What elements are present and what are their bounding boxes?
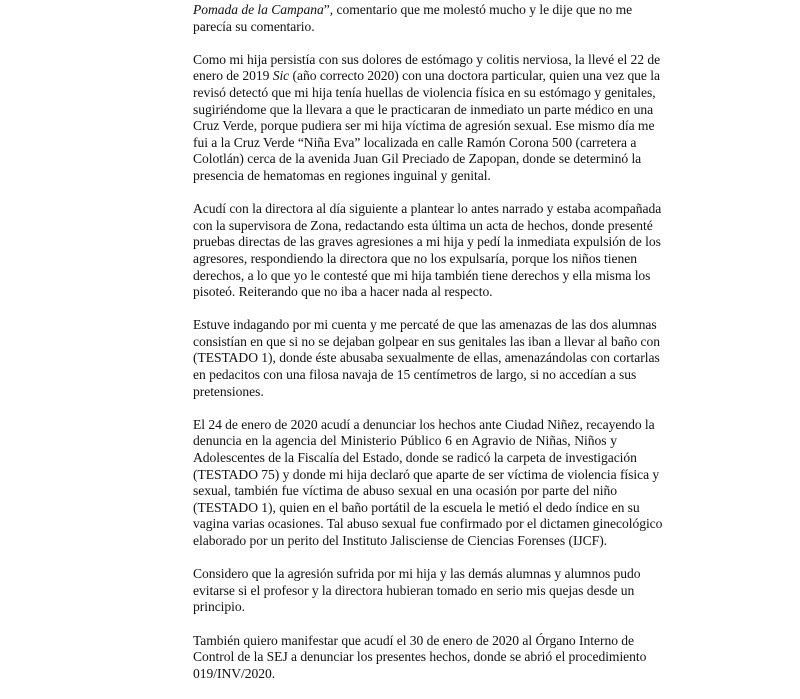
text-run: evitarse si el profesor y la directora hubieran tomado en serio mis quejas desde un: [193, 582, 635, 598]
text-line: [193, 666, 617, 683]
italic-text: Pomada de la Campana: [193, 2, 324, 17]
paragraph: [193, 51, 661, 185]
text-line: [193, 134, 637, 152]
paragraph: [193, 632, 647, 683]
text-run: fui a la Cruz Verde “Niña Eva” localizada en calle Ramón Corona 500 (carretera a: [193, 134, 637, 150]
text-run: consistían en que si no se dejaban golpear en sus genitales las iban a llevar al baño con: [193, 333, 661, 349]
text-line: [193, 516, 663, 533]
text-line: [193, 649, 647, 666]
text-run: Control de la SEJ a denunciar los presentes hechos, donde se abrió el procedimiento: [193, 649, 647, 665]
italic-text: Sic: [272, 68, 290, 84]
text-run: (TESTADO 1), donde éste abusaba sexualmente de ellas, amenazándolas con cortarlas: [193, 350, 660, 366]
text-line: [193, 566, 641, 583]
text-line: [193, 217, 653, 235]
text-run: pisoteó. Reiterando que no iba a hacer nada al respecto.: [193, 284, 493, 300]
text-run: en pedacitos con una filosa navaja de 15 centímetros de largo, si no accedían a sus: [193, 367, 637, 383]
text-run: (TESTADO 1), quien en el baño portátil de la escuela le metió el dedo índice en su: [193, 499, 640, 515]
paragraph: [193, 2, 633, 35]
text-line: [193, 384, 617, 401]
text-run: vagina varias ocasiones. Tal abuso sexual fue confirmado por el dictamen ginecológico: [193, 516, 663, 532]
text-line: [193, 599, 617, 616]
paragraph: [193, 201, 662, 301]
text-run: agresores, respondiendo la directora que no los expulsaría, porque los niños tienen: [193, 250, 637, 266]
text-run: parecía su comentario.: [193, 18, 315, 34]
text-line: [193, 433, 617, 450]
text-run: Acudí con la directora al día siguiente a plantear lo antes narrado y estaba acompañada: [193, 201, 662, 217]
text-line: [193, 84, 656, 102]
text-run: Como mi hija persistía con sus dolores de estómago y colitis nerviosa, la llevé el 22 de: [193, 51, 661, 67]
document-body: [193, 0, 663, 699]
text-line: [193, 168, 617, 185]
text-line: [193, 51, 661, 69]
text-run: enero de 2019: [193, 68, 273, 84]
text-line: [193, 151, 642, 168]
text-run: principio.: [193, 599, 245, 615]
text-run: Estuve indagando por mi cuenta y me percaté de que las amenazas de las dos alumnas: [193, 317, 657, 333]
text-line: [193, 450, 637, 467]
text-run: 019/INV/2020.: [193, 665, 276, 681]
text-run: con la supervisora de Zona, redactando esta última un acta de hechos, donde presenté: [193, 217, 653, 233]
text-run: (año correcto 2020) con una doctora particular, quien una vez que la: [289, 68, 660, 84]
text-line: [193, 68, 660, 85]
text-line: [193, 333, 661, 351]
text-run: denuncia en la agencia del Ministerio Público 6 en Agravio de Niñas, Niños y: [193, 433, 617, 449]
text-run: ”, comentario que me molestó mucho y le dije que no me: [323, 2, 633, 17]
text-run: Adolescentes de la Fiscalía del Estado, donde se radicó la carpeta de investigación: [193, 450, 637, 466]
text-line: [193, 284, 617, 301]
text-line: [193, 632, 635, 650]
text-line: [193, 2, 633, 19]
text-line: [193, 267, 651, 285]
text-run: pruebas directas de las graves agresiones a mi hija y pedí la inmediata expulsión de los: [193, 234, 661, 250]
text-run: sexual, también fue víctima de abuso sexual en una ocasión por parte del niño: [193, 483, 617, 499]
text-line: [193, 416, 655, 434]
paragraph: [193, 317, 661, 400]
text-line: [193, 118, 655, 135]
text-run: elaborado por un perito del Instituto Jalisciense de Ciencias Forenses (IJCF).: [193, 533, 608, 548]
text-line: [193, 483, 617, 500]
paragraph: [193, 566, 641, 616]
text-line: [193, 466, 660, 484]
text-line: [193, 533, 617, 550]
text-line: [193, 234, 661, 251]
text-line: [193, 201, 662, 218]
text-line: [193, 582, 635, 600]
text-run: derechos, a lo que yo le contesté que mi hija también tiene derechos y ella misma los: [193, 267, 651, 283]
text-line: [193, 317, 657, 334]
text-run: Colotlán) cerca de la avenida Juan Gil Preciado de Zapopan, donde se determinó la: [193, 151, 642, 167]
text-run: Considero que la agresión sufrida por mi hija y las demás alumnas y alumnos pudo: [193, 566, 641, 582]
text-line: [193, 367, 637, 384]
text-run: presencia de hematomas en regiones inguinal y genital.: [193, 167, 491, 183]
text-run: También quiero manifestar que acudí el 30 de enero de 2020 al Órgano Interno de: [193, 632, 635, 648]
text-line: [193, 101, 654, 119]
text-run: El 24 de enero de 2020 acudí a denunciar los hechos ante Ciudad Niñez, recayendo la: [193, 416, 655, 432]
text-line: [193, 350, 660, 367]
text-line: [193, 250, 637, 268]
text-run: sugiriéndome que la llevara a que le practicaran de inmediato un parte médico en una: [193, 101, 654, 117]
paragraph: [193, 416, 663, 550]
text-run: pretensiones.: [193, 383, 264, 399]
text-line: [193, 499, 640, 517]
text-run: (TESTADO 75) y donde mi hija declaró que aparte de ser víctima de violencia física y: [193, 466, 660, 482]
text-line: [193, 19, 617, 36]
text-run: revisó detectó que mi hija tenía huellas de violencia física en su estómago y genitales,: [193, 84, 656, 100]
text-run: Cruz Verde, porque pudiera ser mi hija víctima de agresión sexual. Ese mismo día me: [193, 118, 655, 134]
